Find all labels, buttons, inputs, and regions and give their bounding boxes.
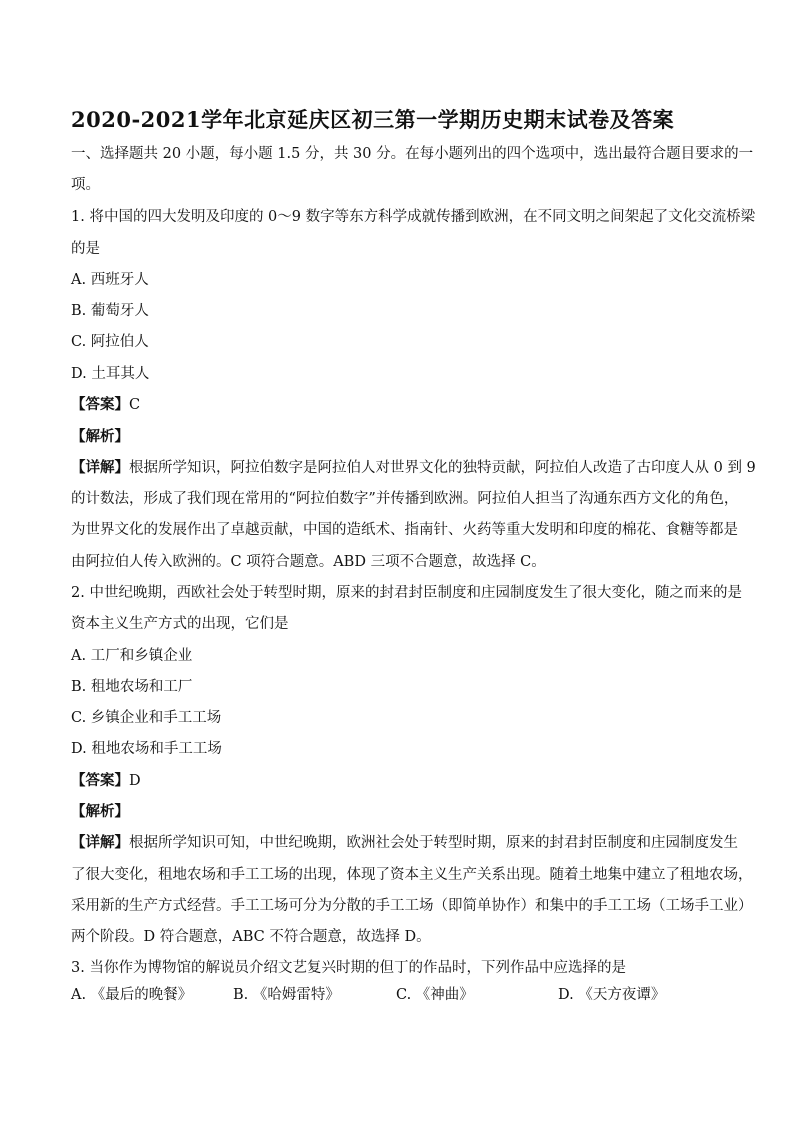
- detail-text: 根据所学知识可知，中世纪晚期，欧洲社会处于转型时期，原来的封君封臣制度和庄园制度发生: [129, 835, 738, 851]
- q1-stem: 1. 将中国的四大发明及印度的 0～9 数字等东方科学成就传播到欧洲，在不同文明之间架起了文化交流桥梁: [71, 209, 756, 225]
- q2-option-b: B. 租地农场和工厂: [71, 679, 193, 695]
- q2-detail-4: 两个阶段。D 符合题意，ABC 不符合题意，故选择 D。: [71, 929, 431, 945]
- answer-label: 【答案】: [71, 772, 129, 789]
- answer-value: C: [129, 397, 141, 413]
- q2-analysis-label: 【解析】: [71, 803, 129, 820]
- q2-stem: 2. 中世纪晚期，西欧社会处于转型时期，原来的封君封臣制度和庄园制度发生了很大变化，随之而来的是: [71, 585, 742, 601]
- q1-option-b: B. 葡萄牙人: [71, 303, 149, 319]
- q1-option-a: A. 西班牙人: [71, 272, 149, 288]
- detail-text: 根据所学知识，阿拉伯数字是阿拉伯人对世界文化的独特贡献，阿拉伯人改造了古印度人从 0 到 9: [129, 460, 756, 476]
- q1-detail-3: 为世界文化的发展作出了卓越贡献，中国的造纸术、指南针、火药等重大发明和印度的棉花、食糖等都是: [71, 522, 738, 538]
- q3-stem: 3. 当你作为博物馆的解说员介绍文艺复兴时期的但丁的作品时，下列作品中应选择的是: [71, 960, 626, 976]
- answer-value: D: [129, 773, 141, 789]
- q1-detail-4: 由阿拉伯人传入欧洲的。C 项符合题意。ABD 三项不合题意，故选择 C。: [71, 554, 546, 570]
- section-intro-cont: 项。: [71, 177, 100, 193]
- q2-detail-1: [71, 833, 738, 853]
- document-title: 2020-2021学年北京延庆区初三第一学期历史期末试卷及答案: [71, 107, 675, 132]
- q2-detail-3: 采用新的生产方式经营。手工工场可分为分散的手工工场（即简单协作）和集中的手工工场（工场手工业）: [71, 898, 753, 914]
- q1-option-c: C. 阿拉伯人: [71, 334, 149, 350]
- q3-option-b: B. 《哈姆雷特》: [233, 987, 340, 1003]
- detail-label: 【详解】: [71, 459, 129, 476]
- q2-stem-cont: 资本主义生产方式的出现，它们是: [71, 616, 289, 632]
- q1-stem-cont: 的是: [71, 241, 100, 257]
- q3-option-c: C. 《神曲》: [396, 987, 474, 1003]
- q2-detail-2: 了很大变化，租地农场和手工工场的出现，体现了资本主义生产关系出现。随着土地集中建立了租地农场，: [71, 867, 753, 883]
- q3-option-d: D. 《天方夜谭》: [558, 987, 666, 1003]
- q1-answer: [71, 395, 731, 415]
- q1-option-d: D. 土耳其人: [71, 366, 150, 382]
- section-intro: 一、选择题共 20 小题，每小题 1.5 分，共 30 分。在每小题列出的四个选项中，选出最符合题目要求的一: [71, 146, 754, 162]
- detail-label: 【详解】: [71, 834, 129, 851]
- q2-answer: [71, 771, 731, 791]
- q1-analysis-label: 【解析】: [71, 428, 129, 445]
- q1-detail-2: 的计数法，形成了我们现在常用的“阿拉伯数字”并传播到欧洲。阿拉伯人担当了沟通东西方文化的角色，: [71, 491, 739, 507]
- answer-label: 【答案】: [71, 396, 129, 413]
- q2-option-a: A. 工厂和乡镇企业: [71, 648, 193, 664]
- q2-option-c: C. 乡镇企业和手工工场: [71, 710, 222, 726]
- q2-option-d: D. 租地农场和手工工场: [71, 741, 222, 757]
- q1-detail-1: [71, 458, 756, 478]
- q3-option-a: A. 《最后的晚餐》: [71, 987, 193, 1003]
